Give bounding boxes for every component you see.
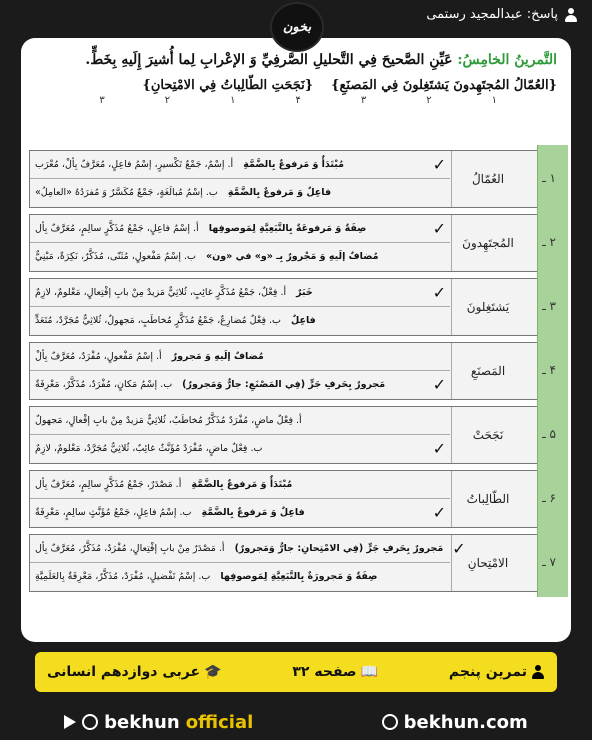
option-a-result: مُبْتَدَأٌ وَ مَرفوعٌ بِالضَّمَّةِ <box>243 159 345 170</box>
option-b-result: مُضافٌ إلَيهِ وَ مَجْرورٌ بِـ «و» في «ون» <box>206 251 379 262</box>
table-row <box>29 278 561 336</box>
check-icon: ✓ <box>452 539 466 558</box>
option-a-text: أ. مَصْدَرٌ، جَمْعُ مُذَكَّرٍ سالِمٍ، مُعَرَّفٌ بِأل <box>35 479 182 490</box>
row-options <box>30 343 450 399</box>
option-a-result: مُبْتَدَأٌ وَ مَرفوعٌ بِالضَّمَّةِ <box>191 479 293 490</box>
check-icon: ✓ <box>432 219 446 238</box>
option-a[interactable] <box>30 535 466 563</box>
option-a-text: أ. إسْمٌ، جَمْعٌ تَكْسيرٍ، إسْمُ فاعِلٍ، مُعَرَّفٌ بِألْ، مُعْرَب <box>35 159 234 170</box>
option-a[interactable] <box>30 471 450 499</box>
exercise-label: التَّمرينُ الخامِسُ: <box>457 52 557 68</box>
telegram-icon <box>64 715 76 729</box>
row-word: نَجَحَتْ <box>451 407 524 463</box>
row-number: ۴ ـ <box>542 363 556 377</box>
footer-page <box>292 664 378 680</box>
option-b-text: ب. فِعْلٌ مُضارِعٌ، جَمْعُ مُذَكَّرٍ مُخاطَبٍ، مَجهولٌ، ثُلاثِيٌّ مُجَرَّدٌ، مُتَعَدٍّ <box>35 315 281 326</box>
handle-b: official <box>185 711 254 733</box>
option-a-text: أ. فِعْلٌ ماضٍ، مُفْرَدٌ مُذَكَّرٌ مُخاطَبٌ، ثُلاثِيٌّ مَزيدٌ مِنْ بابِ إفْعالٍ، مَجهولٌ <box>35 415 302 426</box>
row-number: ۲ ـ <box>542 235 556 249</box>
option-a[interactable] <box>30 215 450 243</box>
option-b[interactable] <box>30 243 450 270</box>
exercise-title <box>35 52 557 68</box>
option-b[interactable] <box>30 179 450 206</box>
option-a-result: مُضافٌ إلَيهِ وَ مَجرورٌ <box>171 351 264 362</box>
row-word: يَشتَغِلونَ <box>451 279 524 335</box>
option-b-text: ب. إسْمُ مَفْعولٍ، مُثَنّى، مُذَكَّرٌ، نَكِرَةٌ، مَبْنِيٌّ <box>35 251 196 262</box>
option-b-text: ب. إسْمُ فاعِلٍ، جَمْعُ مُؤَنَّثٍ سالِمٍ، مَعْرِفَةٌ <box>35 507 192 518</box>
num-2-3: ۳ <box>99 95 105 106</box>
option-a-text: أ. مَصْدَرٌ مِنْ بابِ إفْتِعالٍ، مُفْرَدٌ، مُذَكَّرٌ، مُعَرَّفٌ بِأل <box>35 543 225 554</box>
option-b-text: ب. إسْمُ تَفْضيلٍ، مُفْرَدٌ، مُذَكَّرٌ، مَعْرِفَةٌ بِالعَلَمِيَّةِ <box>35 571 211 582</box>
option-b-result: فاعِلٌ وَ مَرفوعٌ بِالضَّمَّةِ <box>227 187 332 198</box>
sentence-1: {العُمّالُ المُجتَهِدونَ يَشتَغِلونَ فِي المَصنَعِ} <box>331 78 557 93</box>
sentences <box>35 78 557 93</box>
worksheet <box>21 38 571 642</box>
instagram-icon <box>82 714 98 730</box>
option-b-result: مَجرورٌ بِحَرفِ جَرٍّ (فِي المَصْنَعِ: جارٌّ وَمَجرورٌ) <box>182 379 386 390</box>
analysis-table <box>29 150 561 598</box>
option-a[interactable] <box>30 407 450 435</box>
check-icon: ✓ <box>432 375 446 394</box>
row-options <box>30 407 450 463</box>
option-a-text: أ. فِعْلٌ، جَمْعُ مُذَكَّرٍ غائِبٍ، ثُلاثِيٌّ مَزيدٌ مِنْ بابِ إفْتِعالٍ، مَعْلومٌ، لازِمٌ <box>35 287 287 298</box>
option-b[interactable] <box>30 499 450 526</box>
check-icon: ✓ <box>432 503 446 522</box>
row-options <box>30 535 466 591</box>
user-icon <box>564 8 578 22</box>
check-icon: ✓ <box>432 439 446 458</box>
exercise-instruction: عَيِّنِ الصَّحيحَ فِي التَّحليلِ الصَّرفِيِّ وَ الإعْرابِ لِما أُشيرَ إِلَيهِ بِخَطٍّ. <box>85 52 453 68</box>
row-word: المُجتَهِدونَ <box>451 215 524 271</box>
check-icon: ✓ <box>432 283 446 302</box>
option-a-result: صِفَةٌ وَ مَرفوعَةٌ بِالتَّبَعِيَّةِ لِمَوصوفِها <box>208 223 367 234</box>
answerer-text: پاسخ: عبدالمجید رستمی <box>426 7 558 22</box>
option-a-text: أ. إسْمُ فاعِلٍ، جَمْعُ مُذَكَّرٍ سالِمٍ، مُعَرَّفٌ بِأل <box>35 223 199 234</box>
brand-logo: بخون <box>270 2 324 52</box>
social-handle[interactable] <box>64 712 253 733</box>
row-number: ۷ ـ <box>542 555 556 569</box>
row-options <box>30 471 450 527</box>
table-row <box>29 150 561 208</box>
row-number: ۶ ـ <box>542 491 556 505</box>
table-row <box>29 214 561 272</box>
row-word: المَصنَعِ <box>451 343 524 399</box>
option-b[interactable] <box>30 307 450 334</box>
table-row <box>29 470 561 528</box>
website-text: bekhun.com <box>403 711 528 733</box>
option-b-result: فاعِلٌ <box>290 315 316 326</box>
option-b[interactable] <box>30 371 450 398</box>
footer-page-text: صفحه ۳۲ <box>292 664 357 680</box>
option-a[interactable] <box>30 343 450 371</box>
num-2-1: ۱ <box>230 95 236 106</box>
option-a[interactable] <box>30 279 450 307</box>
handle-a: bekhun <box>104 711 180 733</box>
row-word: الامْتِحانِ <box>451 535 524 591</box>
option-b-result: فاعِلٌ وَ مَرفوعٌ بِالضَّمَّةِ <box>201 507 305 518</box>
option-b-text: ب. إسْمُ مَكانٍ، مُفْرَدٌ، مُذَكَّرٌ، مَعْرِفَةٌ <box>35 379 173 390</box>
row-word: الطّالِباتُ <box>451 471 524 527</box>
row-number: ۳ ـ <box>542 299 556 313</box>
book-icon: 📖 <box>360 664 378 680</box>
num-1-1: ۱ <box>491 95 497 106</box>
word-numbers <box>35 95 557 106</box>
footer-book-text: عربی دوازدهم انسانی <box>47 664 201 680</box>
table-row <box>29 406 561 464</box>
num-1-4: ۴ <box>295 95 301 106</box>
option-b[interactable] <box>30 435 450 462</box>
num-1-3: ۳ <box>360 95 367 106</box>
row-options <box>30 151 450 207</box>
graduation-cap-icon: 🎓 <box>204 664 222 680</box>
student-icon <box>531 665 545 679</box>
footer-exercise-text: تمرین پنجم <box>448 664 527 680</box>
row-number: ۵ ـ <box>542 427 556 441</box>
bottom-bar <box>0 704 592 740</box>
option-b-text: ب. إسْمُ مُبالَغَةٍ، جَمْعٌ مُكَسَّرٌ وَ مُفرَدُهُ «العامِلُ» <box>35 187 218 198</box>
footer-book <box>47 664 221 680</box>
option-a-result: خَبَرٌ <box>296 287 313 298</box>
footer-bar <box>35 652 557 692</box>
option-a-text: أ. إسْمُ مَفْعولٍ، مُفْرَدٌ، مُعَرَّفٌ بِألْ <box>35 351 162 362</box>
num-1-2: ۲ <box>426 95 432 106</box>
option-b-text: ب. فِعْلٌ ماضٍ، مُفْرَدٌ مُؤَنَّثٌ غائِبٌ، ثُلاثِيٌّ مُجَرَّدٌ، مَعْلومٌ، لازِمٌ <box>35 443 263 454</box>
option-b-result: صِفَةٌ وَ مَجرورَةٌ بِالتَّبَعِيَّةِ لِمَوصوفِها <box>220 571 378 582</box>
option-a[interactable] <box>30 151 450 179</box>
check-icon: ✓ <box>432 155 446 174</box>
globe-icon <box>382 714 398 730</box>
website-link[interactable] <box>382 712 528 733</box>
footer-exercise <box>449 664 545 680</box>
answerer-label <box>426 7 578 22</box>
num-2-2: ۲ <box>164 95 171 106</box>
row-options <box>30 279 450 335</box>
sentence-2: {نَجَحَتِ الطّالِباتُ فِي الامْتِحانِ} <box>142 78 314 93</box>
row-options <box>30 215 450 271</box>
option-b[interactable] <box>30 563 450 590</box>
exercise-header <box>35 52 557 106</box>
row-number: ۱ ـ <box>542 171 556 185</box>
option-a-result: مَجرورٌ بِحَرفِ جَرٍّ (فِي الامْتِحانِ: جارٌّ وَمَجرورٌ) <box>234 543 444 554</box>
table-row <box>29 342 561 400</box>
table-row <box>29 534 561 592</box>
row-word: العُمّالُ <box>451 151 524 207</box>
